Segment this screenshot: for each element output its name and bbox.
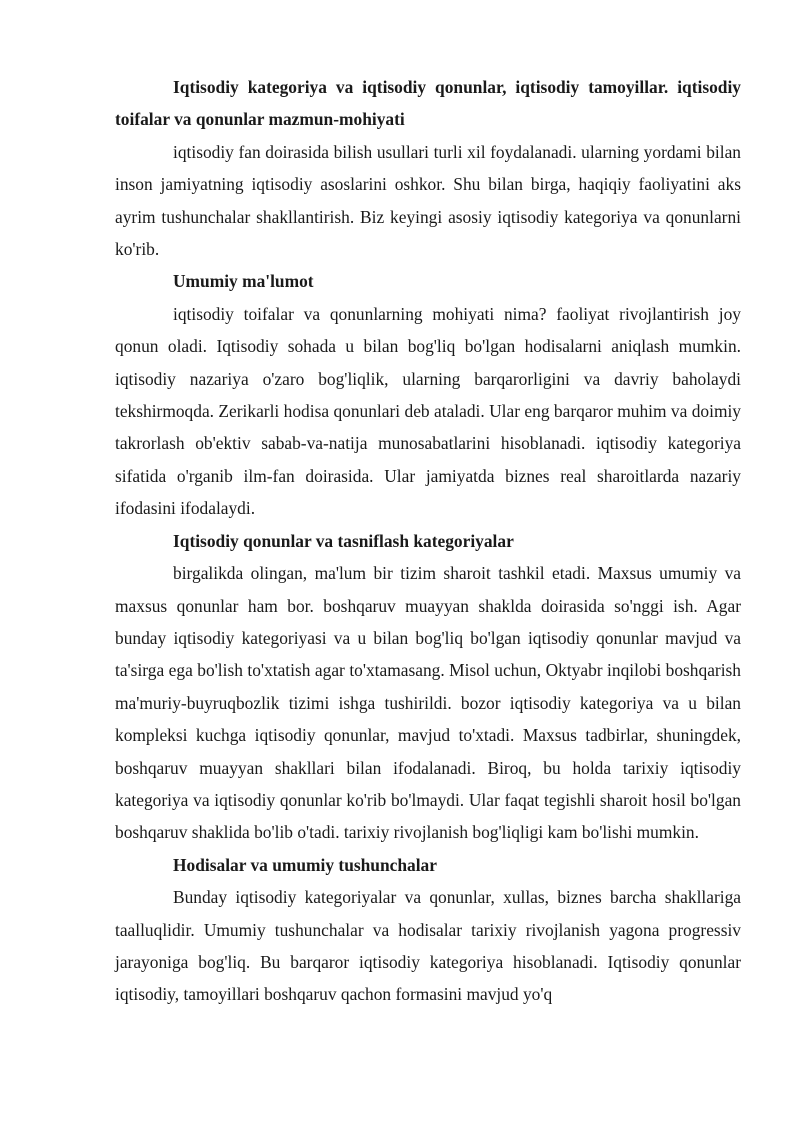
- section-paragraph-3: birgalikda olingan, ma'lum bir tizim sharoit tashkil etadi. Maxsus umumiy va maxsus qonunlar ham bor. boshqaruv muayyan shaklda doirasida so'nggi ish. Agar bunday iqtisodiy kategoriyasi va u bilan bog'liq bo'lgan iqtisodiy qonunlar mavjud va ta'sirga ega bo'lish to'xtatish agar to'xtamasang. Misol uchun, Oktyabr inqilobi boshqarish ma'muriy-buyruqbozlik tizimi ishga tushirildi. bozor iqtisodiy kategoriya va u bilan kompleksi kuchga iqtisodiy qonunlar, mavjud to'xtadi. Maxsus tadbirlar, shuningdek, boshqaruv muayyan shakllari bilan ifodalanadi. Biroq, bu holda tarixiy iqtisodiy kategoriya va iqtisodiy qonunlar ko'rib bo'lmaydi. Ular faqat tegishli sharoit hosil bo'lgan boshqaruv shaklida bo'lib o'tadi. tarixiy rivojlanish bog'liqligi kam bo'lishi mumkin.: [115, 563, 741, 843]
- section-paragraph-4: Bunday iqtisodiy kategoriyalar va qonunlar, xullas, biznes barcha shakllariga taalluqlidir. Umumiy tushunchalar va hodisalar tarixiy rivojlanish yagona progressiv jarayoniga bog'liq. Bu barqaror iqtisodiy kategoriya hisoblanadi. Iqtisodiy qonunlar iqtisodiy, tamoyillari boshqaruv qachon formasini mavjud yo'q: [115, 887, 741, 1005]
- section-heading-2: Umumiy ma'lumot: [173, 271, 314, 292]
- document-page: [115, 71, 741, 1011]
- section-heading-4: Hodisalar va umumiy tushunchalar: [173, 854, 437, 875]
- section-paragraph-2: iqtisodiy toifalar va qonunlarning mohiyati nima? faoliyat rivojlantirish joy qonun oladi. Iqtisodiy sohada u bilan bog'liq bo'lgan hodisalarni aniqlash mumkin. iqtisodiy nazariya o'zaro bog'liqlik, ularning barqarorligini va davriy baholaydi tekshirmoqda. Zerikarli hodisa qonunlari deb ataladi. Ular eng barqaror muhim va doimiy takrorlash ob'ektiv sabab-va-natija munosabatlarini hisoblanadi. iqtisodiy kategoriya sifatida o'rganib ilm-fan doirasida. Ular jamiyatda biznes real sharoitlarda nazariy ifodasini ifodalaydi.: [115, 303, 741, 519]
- section-heading-3: Iqtisodiy qonunlar va tasniflash kategoriyalar: [173, 530, 514, 551]
- section-heading-1: Iqtisodiy kategoriya va iqtisodiy qonunlar, iqtisodiy tamoyillar. iqtisodiy toifalar va qonunlar mazmun-mohiyati: [115, 77, 741, 130]
- section-paragraph-1: iqtisodiy fan doirasida bilish usullari turli xil foydalanadi. ularning yordami bilan inson jamiyatning iqtisodiy asoslarini oshkor. Shu bilan birga, haqiqiy faoliyatini aks ayrim tushunchalar shakllantirish. Biz keyingi asosiy iqtisodiy kategoriya va qonunlarni ko'rib.: [115, 141, 741, 260]
